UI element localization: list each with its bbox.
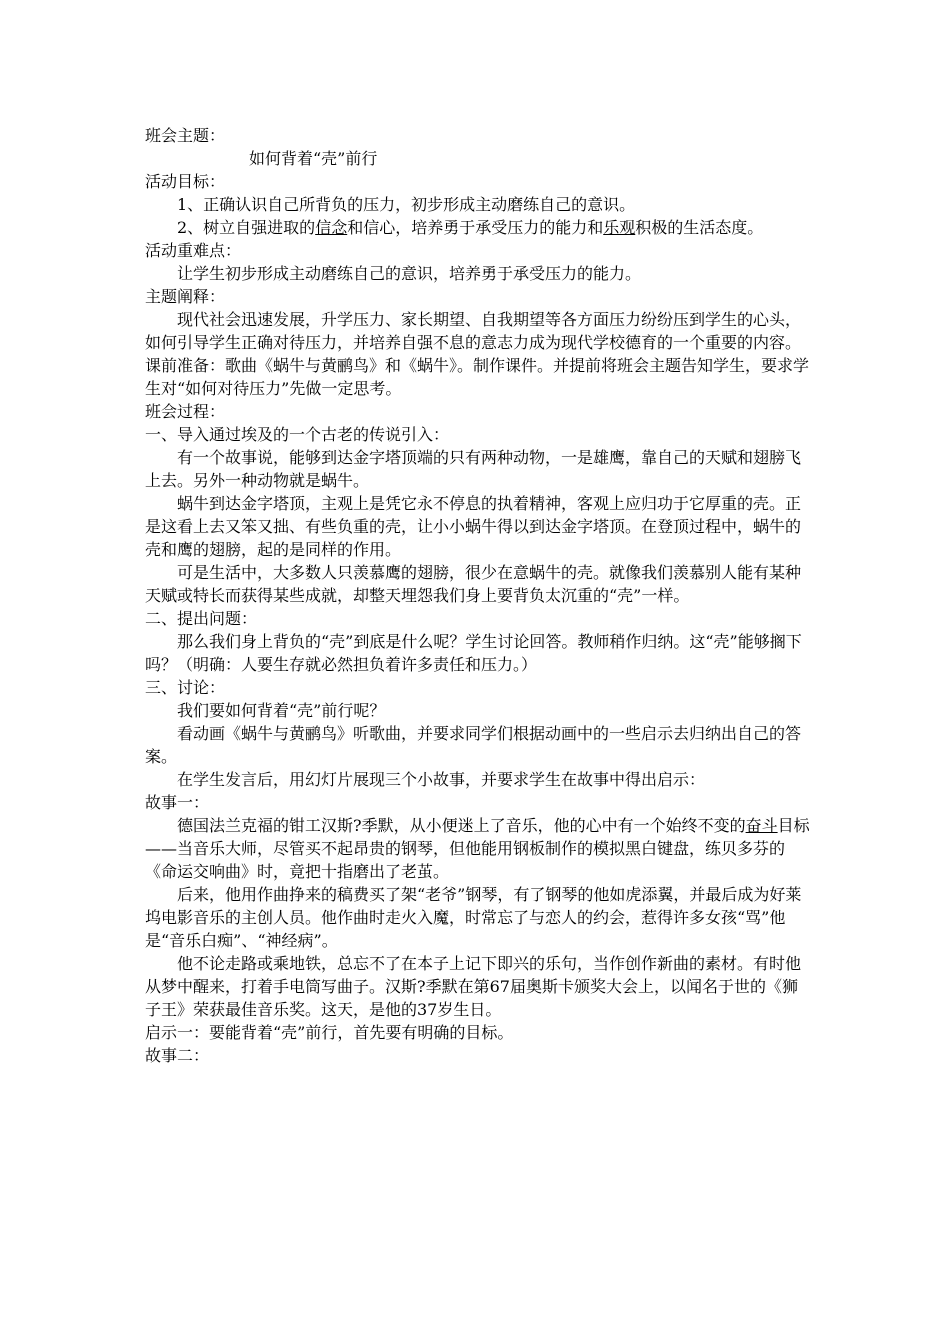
key-points-text: 让学生初步形成主动磨练自己的意识，培养勇于承受压力的能力。 xyxy=(177,264,642,283)
story-intro-3: 可是生活中，大多数人只羡慕鹰的翅膀，很少在意蜗牛的壳。就像我们羡慕别人能有某种天赋或特长而获得某些成就，却整天埋怨我们身上要背负太沉重的“壳”一样。 xyxy=(145,563,802,605)
theme-title: 如何背着“壳”前行 xyxy=(249,149,378,168)
goal-1: 1、正确认识自己所背负的压力，初步形成主动磨练自己的意识。 xyxy=(177,195,636,214)
link-optimism[interactable]: 乐观 xyxy=(603,218,636,237)
section-2-heading: 二、提出问题： xyxy=(145,609,258,628)
heading-theme: 班会主题： xyxy=(145,126,226,145)
story-1-para-1-b: 目标——当音乐大师，尽管买不起昂贵的钢琴，但他能用钢板制作的模拟黑白键盘，练贝多芬的《命运交响曲》时，竟把十指磨出了老茧。 xyxy=(145,816,810,881)
section-3-heading: 三、讨论： xyxy=(145,678,226,697)
story-1-para-2: 后来，他用作曲挣来的稿费买了架“老爷”钢琴，有了钢琴的他如虎添翼，并最后成为好莱坞电影音乐的主创人员。他作曲时走火入魔，时常忘了与恋人的约会，惹得许多女孩“骂”他是“音乐白痴”、“神经病”。 xyxy=(145,885,802,950)
link-struggle[interactable]: 奋斗 xyxy=(745,816,778,835)
section-1-heading: 一、导入通过埃及的一个古老的传说引入： xyxy=(145,425,450,444)
story-intro-1: 有一个故事说，能够到达金字塔顶端的只有两种动物，一是雄鹰，靠自己的天赋和翅膀飞上去。另外一种动物就是蜗牛。 xyxy=(145,448,802,490)
question-text: 那么我们身上背负的“壳”到底是什么呢？学生讨论回答。教师稍作归纳。这“壳”能够搁下吗？（明确：人要生存就必然担负着许多责任和压力。） xyxy=(145,632,802,674)
preparation-text: 课前准备：歌曲《蜗牛与黄鹂鸟》和《蜗牛》。制作课件。并提前将班会主题告知学生，要求学生对“如何对待压力”先做一定思考。 xyxy=(145,356,810,398)
story-1-para-3: 他不论走路或乘地铁，总忘不了在本子上记下即兴的乐句，当作创作新曲的素材。有时他从梦中醒来，打着手电筒写曲子。汉斯?季默在第67届奥斯卡颁奖大会上，以闻名于世的《狮子王》荣获最佳音乐奖。这天，是他的37岁生日。 xyxy=(145,954,802,1019)
story-1-para-1-a: 德国法兰克福的钳工汉斯?季默，从小便迷上了音乐，他的心中有一个始终不变的 xyxy=(177,816,746,835)
heading-key-points: 活动重难点： xyxy=(145,241,242,260)
story-1-para-1 xyxy=(145,814,813,883)
discussion-question: 我们要如何背着“壳”前行呢？ xyxy=(177,701,386,720)
document-body xyxy=(145,124,813,1067)
story-1-heading: 故事一： xyxy=(145,793,210,812)
story-2-heading: 故事二： xyxy=(145,1046,210,1065)
goal-2-part-b: 和信心，培养勇于承受压力的能力和 xyxy=(347,218,604,237)
goal-2-part-c: 积极的生活态度。 xyxy=(635,218,764,237)
link-belief[interactable]: 信念 xyxy=(315,218,348,237)
explanation-text: 现代社会迅速发展，升学压力、家长期望、自我期望等各方面压力纷纷压到学生的心头，如何引导学生正确对待压力，并培养自强不息的意志力成为现代学校德育的一个重要的内容。 xyxy=(145,310,802,352)
heading-process: 班会过程： xyxy=(145,402,226,421)
goal-2-part-a: 2、树立自强进取的 xyxy=(177,218,316,237)
insight-1: 启示一：要能背着“壳”前行，首先要有明确的目标。 xyxy=(145,1023,514,1042)
story-intro-2: 蜗牛到达金字塔顶，主观上是凭它永不停息的执着精神，客观上应归功于它厚重的壳。正是这看上去又笨又拙、有些负重的壳，让小小蜗牛得以到达金字塔顶。在登顶过程中，蜗牛的壳和鹰的翅膀，起的是同样的作用。 xyxy=(145,494,802,559)
discussion-animation: 看动画《蜗牛与黄鹂鸟》听歌曲，并要求同学们根据动画中的一些启示去归纳出自己的答案。 xyxy=(145,724,802,766)
goal-2 xyxy=(145,216,813,239)
heading-explanation: 主题阐释： xyxy=(145,287,226,306)
heading-goals: 活动目标： xyxy=(145,172,226,191)
discussion-slides: 在学生发言后，用幻灯片展现三个小故事，并要求学生在故事中得出启示： xyxy=(177,770,706,789)
